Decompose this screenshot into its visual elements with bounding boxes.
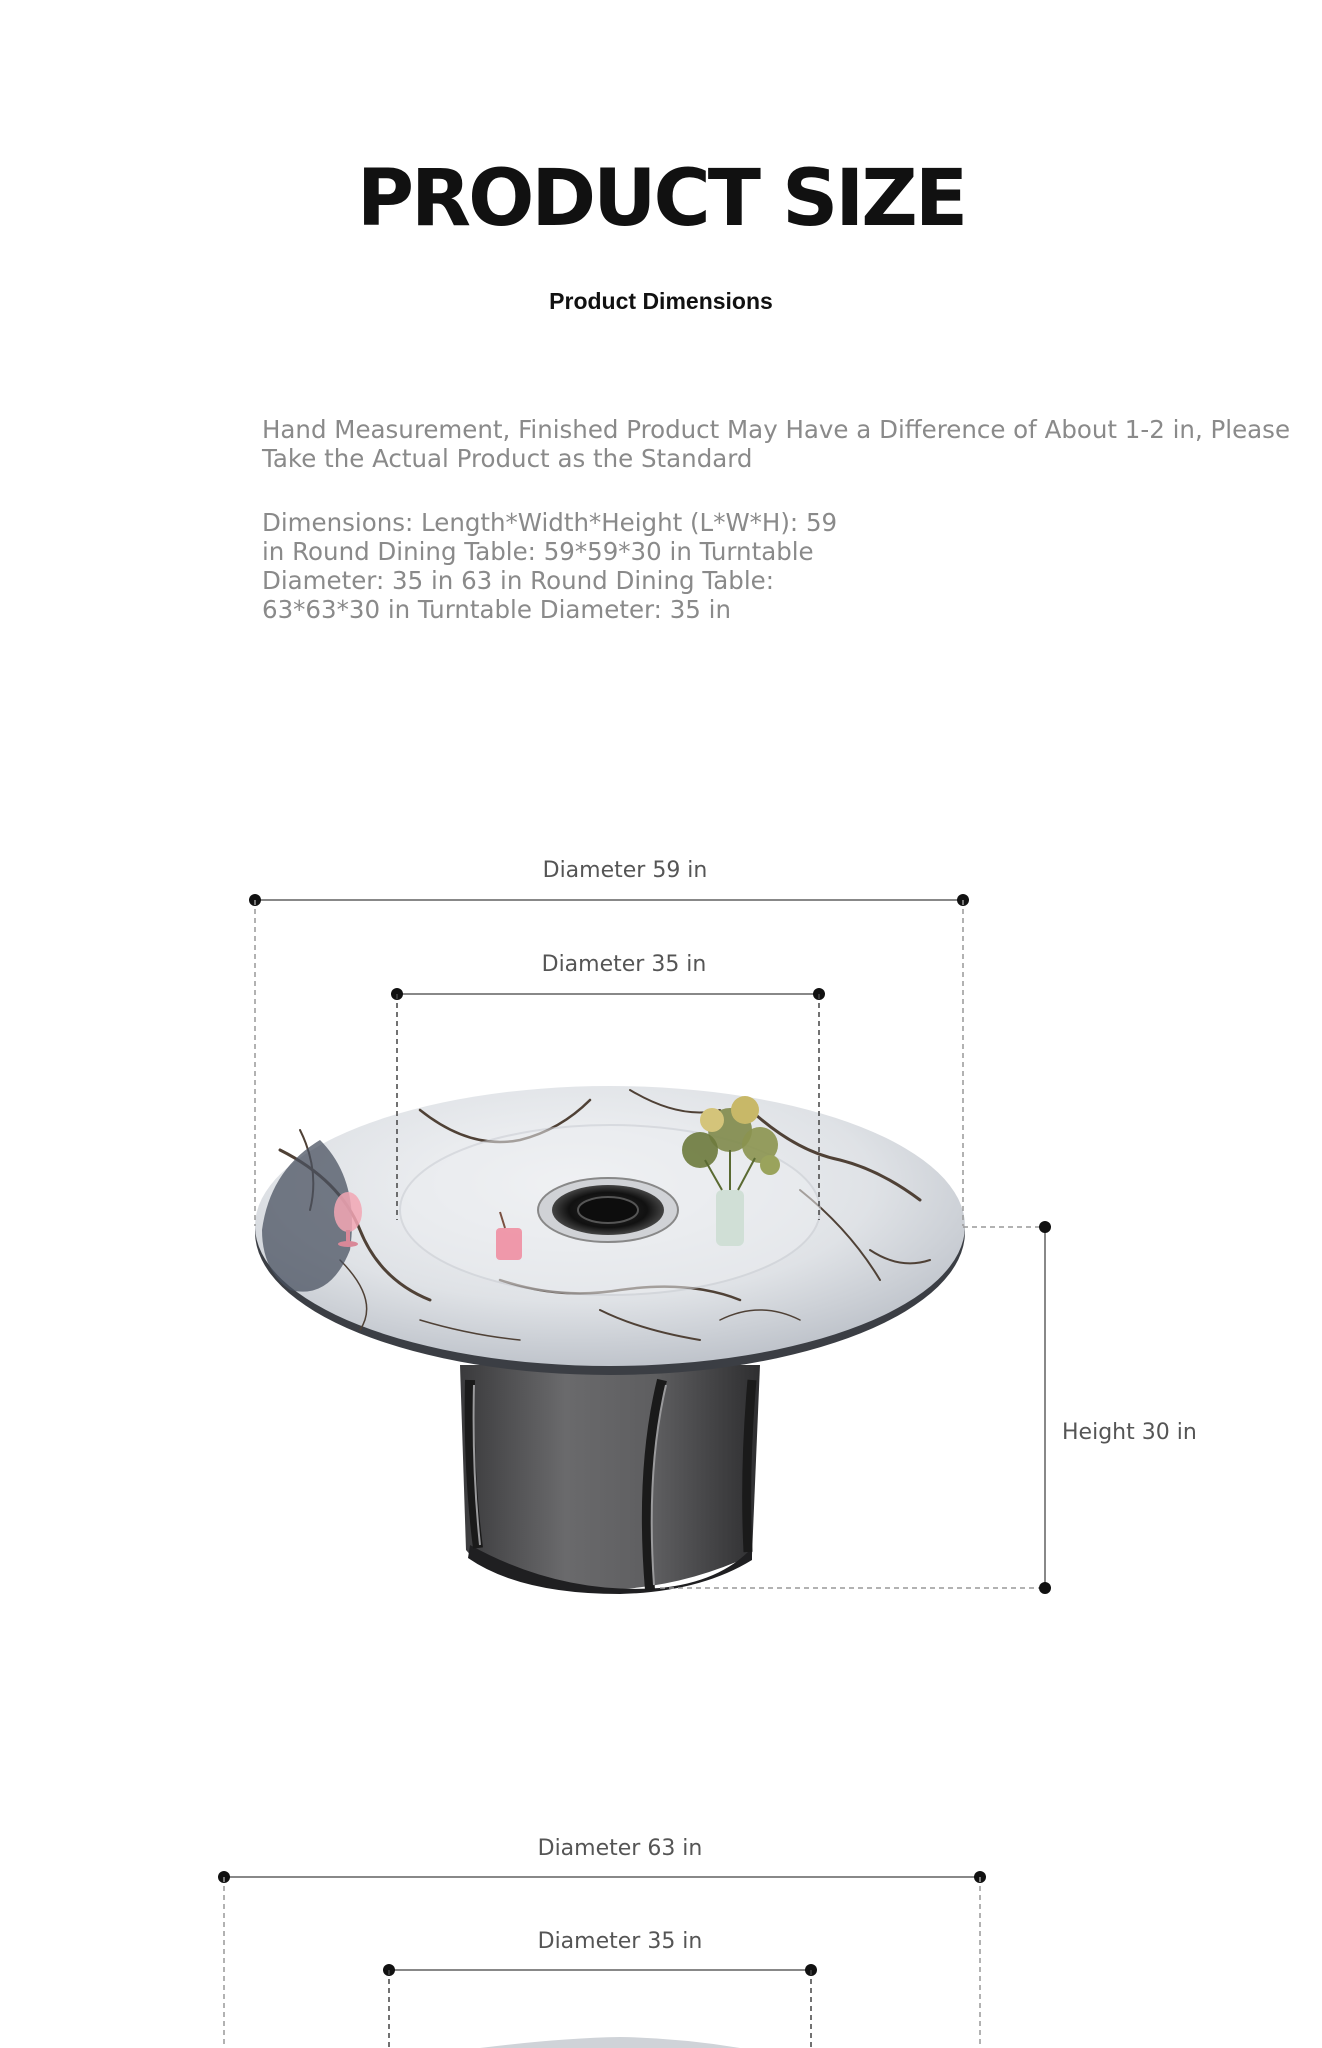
dimensions-text: Dimensions: Length*Width*Height (L*W*H): 59 in Round Dining Table: 59*59*30 in Turntable Diameter: 35 in 63 in Round Dining Table: 63*63*30 in Turntable Diameter: 35 in [262,508,838,624]
pedestal-base [460,1365,760,1594]
table-image-59 [255,1086,965,1594]
turntable-diameter-label-59: Diameter 35 in [541,952,707,977]
table-image-63-top-edge [480,2037,740,2048]
section-subtitle: Product Dimensions [549,288,773,314]
outer-diameter-label-63: Diameter 63 in [537,1836,703,1861]
hotpot-burner [538,1178,678,1242]
turntable-diameter-label-63: Diameter 35 in [537,1929,703,1954]
measurement-note: Hand Measurement, Finished Product May Have a Difference of About 1-2 in, Please Take the Actual Product as the Standard [262,415,1291,473]
outer-diameter-label-59: Diameter 59 in [542,858,708,883]
page-title: PRODUCT SIZE [356,154,966,244]
height-label: Height 30 in [1062,1420,1197,1445]
dimension-lines-63 [218,1871,986,2048]
